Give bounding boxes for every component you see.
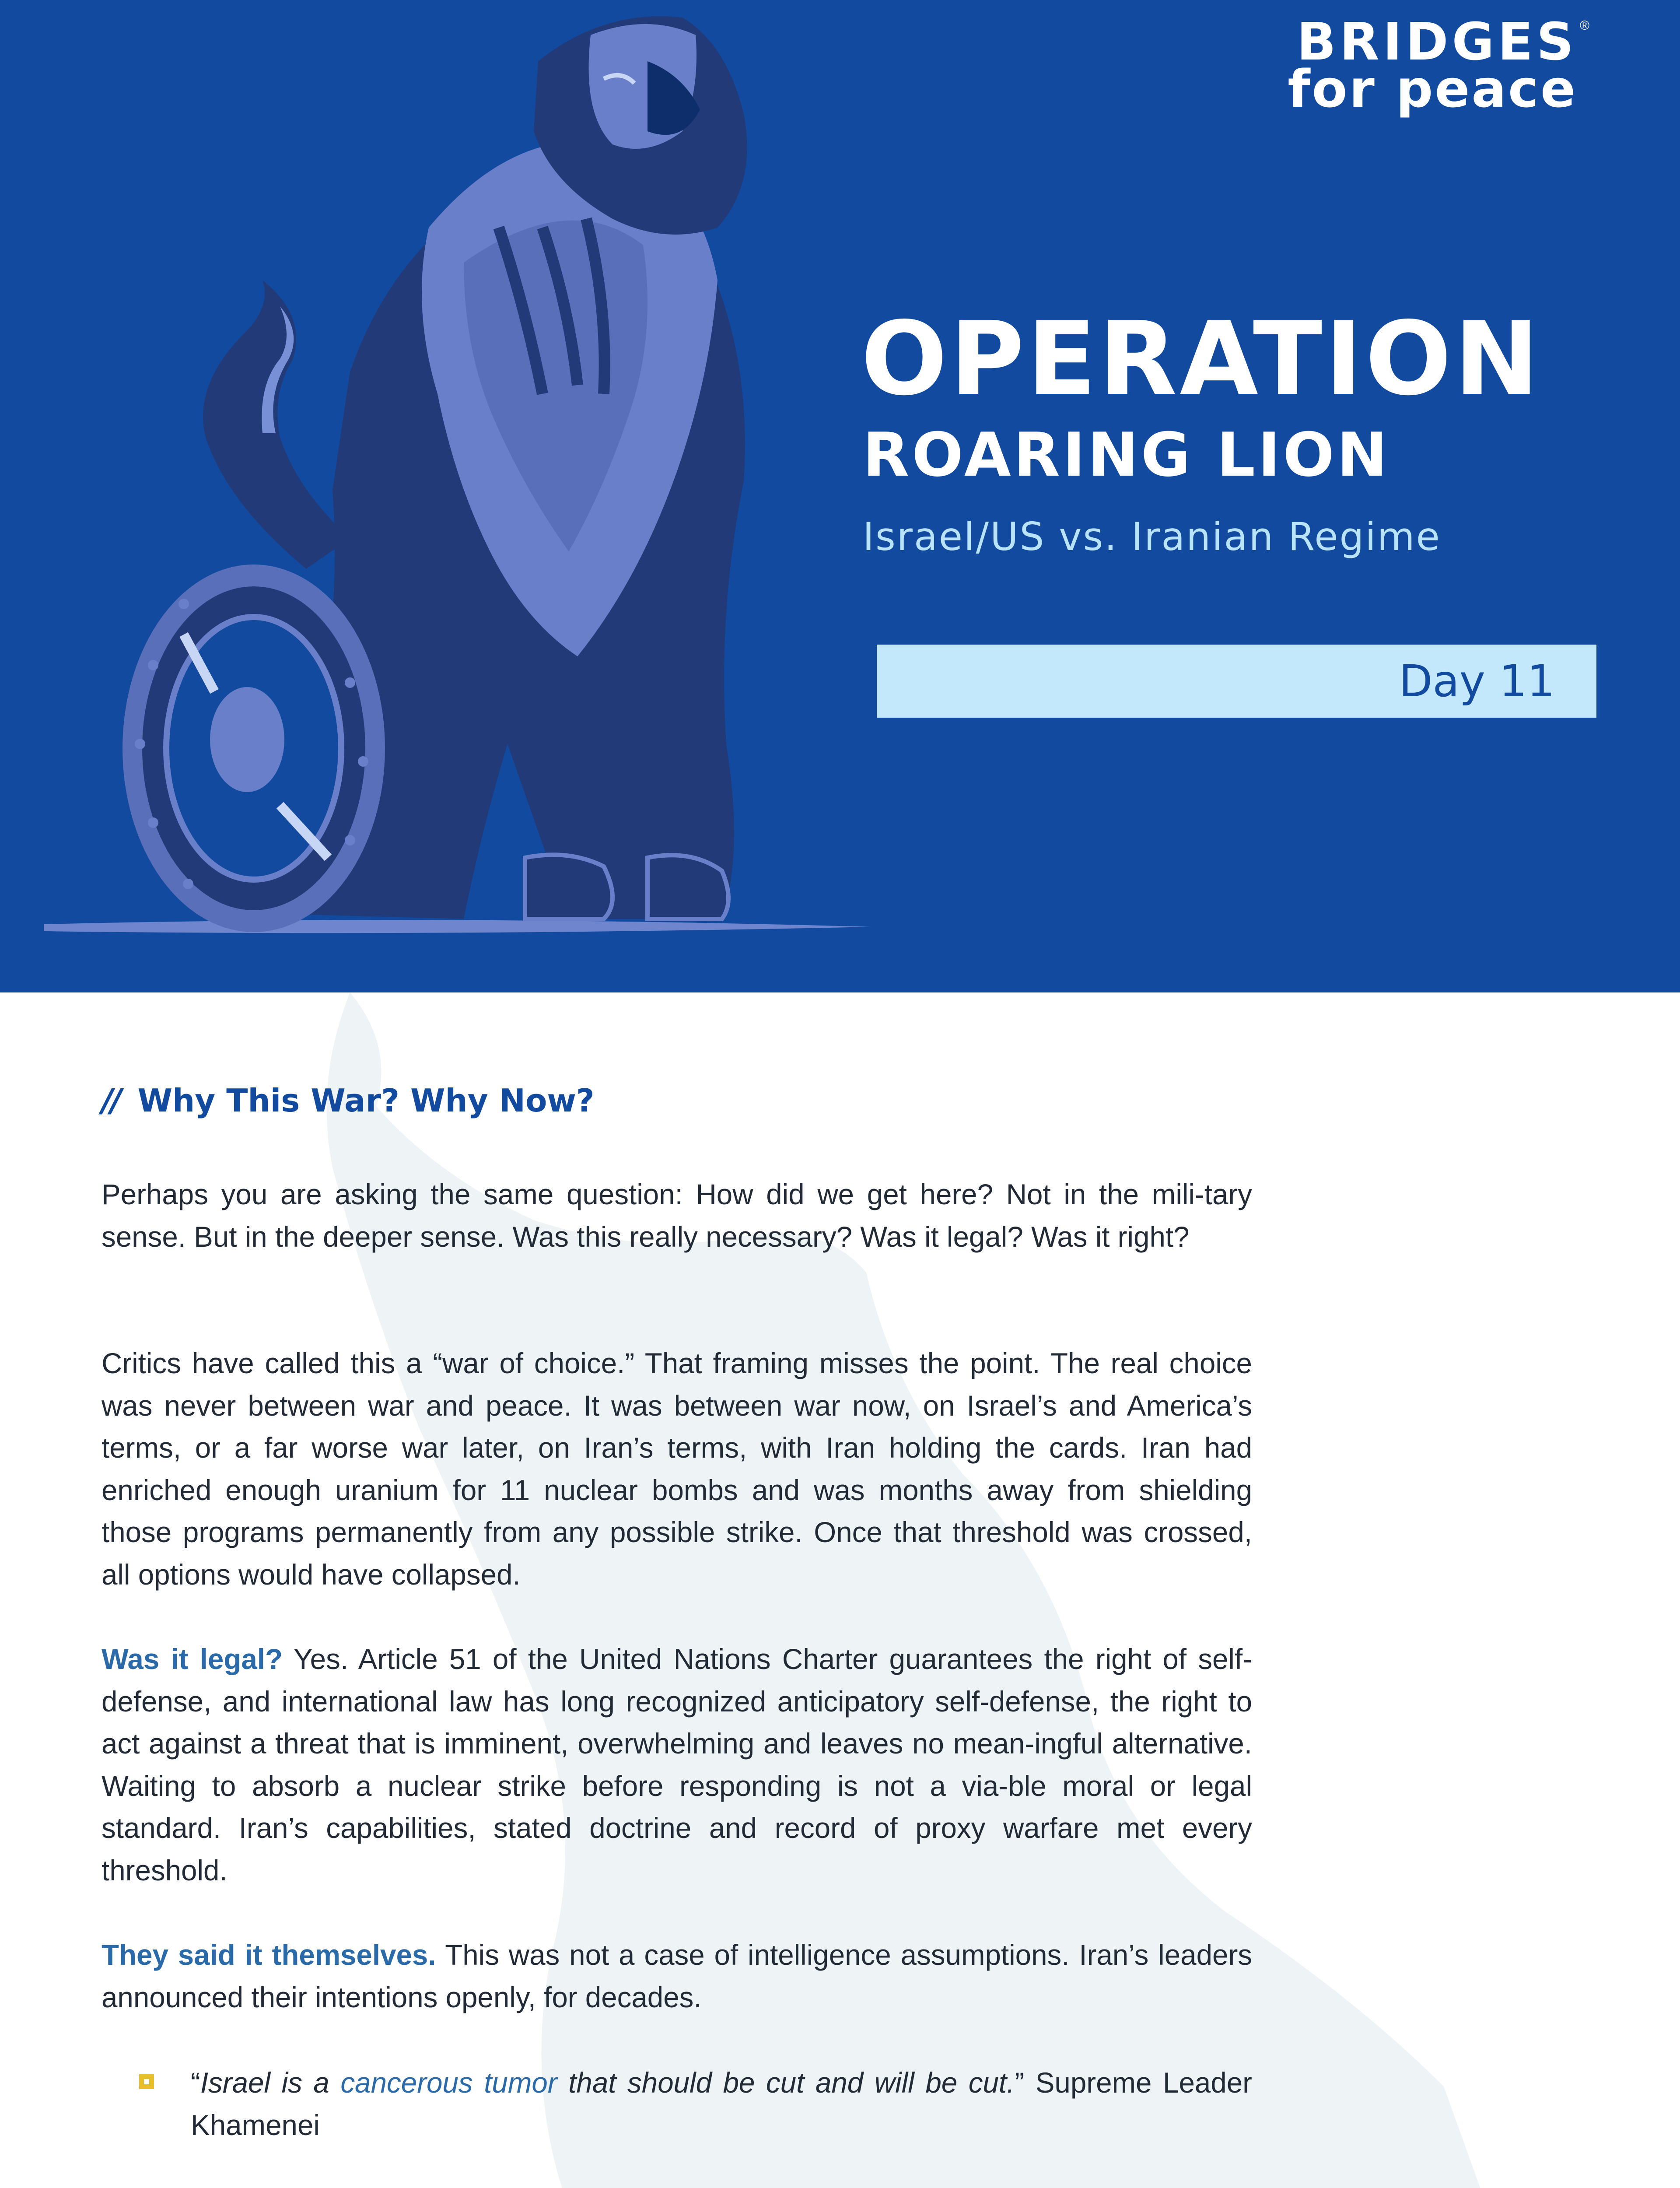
quote-close: ” bbox=[1015, 2067, 1025, 2099]
heading-slashes-icon: // bbox=[102, 1082, 119, 1119]
paragraph-intro: Perhaps you are asking the same question: How did we get here? Not in the mili-tary sense. But in the deeper sense. Was this really necessary? Was it legal? Was it right? bbox=[102, 1178, 1252, 1253]
page-tagline: Israel/US vs. Iranian Regime bbox=[863, 514, 1441, 559]
quote-attribution: Supreme Leader Khamenei bbox=[191, 2067, 1252, 2141]
lead-they-said-it: They said it themselves. bbox=[102, 1939, 436, 1971]
quote-open: “ bbox=[191, 2067, 200, 2099]
bridges-for-peace-logo bbox=[1236, 11, 1589, 119]
paragraph-intentions bbox=[102, 1934, 1252, 2019]
paragraph-intentions-text: This was not a case of intelligence assumptions. Iran’s leaders announced their intentions openly, for decades. bbox=[102, 1939, 1253, 2013]
quote-part-2: that should be cut and will be cut. bbox=[557, 2067, 1015, 2099]
lead-was-it-legal: Was it legal? bbox=[102, 1643, 283, 1675]
khamenei-quote bbox=[191, 2062, 1252, 2146]
paragraph-war-of-choice: Critics have called this a “war of choice.” That framing misses the point. The real choice was never between war and peace. It was between war now, on Israel’s and America’s terms, or a far worse war later, on Iran’s terms, with Iran holding the cards. Iran had enriched enough uranium for 11 nuclear bombs and was months away from shielding those programs permanently from any possible strike. Once that threshold was crossed, all options would have collapsed. bbox=[102, 1347, 1252, 1591]
square-bullet-icon bbox=[139, 2074, 154, 2089]
shield-graphic bbox=[122, 565, 385, 932]
roaring-lion-illustration bbox=[0, 0, 919, 992]
logo-text-bridges: BRIDGES bbox=[1296, 11, 1577, 72]
section-heading bbox=[102, 1079, 595, 1122]
quote-highlight: cancerous tumor bbox=[340, 2067, 557, 2099]
registered-mark: ® bbox=[1579, 18, 1589, 33]
day-badge bbox=[877, 645, 1596, 718]
day-label: Day 11 bbox=[1399, 656, 1555, 707]
paragraph-legality bbox=[102, 1638, 1252, 1892]
logo-text-for-peace: for peace bbox=[1288, 59, 1577, 119]
page-subtitle: ROARING LION bbox=[863, 420, 1390, 490]
page-title: OPERATION bbox=[861, 300, 1542, 418]
heading-text: Why This War? Why Now? bbox=[137, 1082, 595, 1119]
paragraph-legality-text: Yes. Article 51 of the United Nations Charter guarantees the right of self-defense, and international law has long recognized anticipatory self-defense, the right to act against a threat that is imminent, overwhelming and leaves no mean-ingful alternative. Waiting to absorb a nuclear strike before responding is not a via-ble moral or legal standard. Iran’s capabilities, stated doctrine and record of proxy warfare met every threshold. bbox=[102, 1643, 1252, 1886]
header-banner bbox=[0, 0, 1680, 992]
quote-part-1: Israel is a bbox=[200, 2067, 341, 2099]
